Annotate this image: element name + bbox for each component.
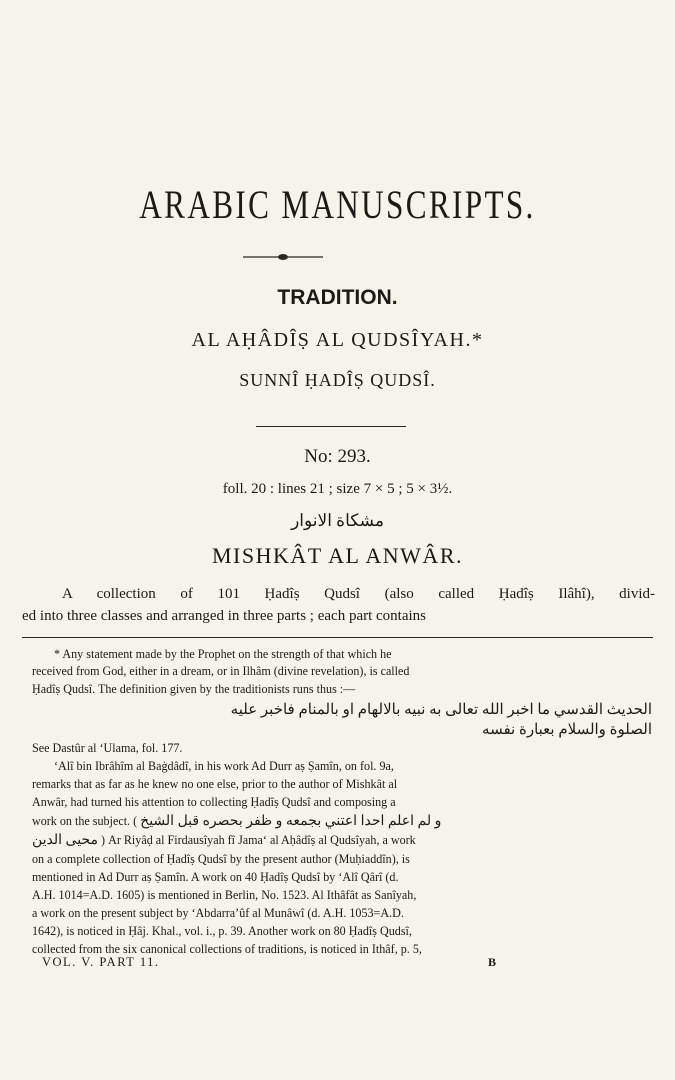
title-ornament: [243, 253, 323, 261]
body-paragraph-line: A collection of 101 Ḥadîṣ Qudsî (also called Ḥadîṣ Ilâhî), divid-: [62, 586, 655, 602]
subsection-subtitle: SUNNÎ ḤADÎṢ QUDSÎ.: [239, 370, 436, 390]
footnote-text: work on the subject. (: [32, 814, 138, 828]
footnote-line: * Any statement made by the Prophet on the strength of that which he: [54, 647, 392, 661]
signature-mark: B: [488, 955, 497, 969]
footnote-line: ‘Alî bin Ibrâhîm al Baġdâdî, in his work Ad Durr aṣ Ṣamîn, on fol. 9a,: [54, 759, 394, 773]
footnote-arabic-quote: و لم اعلم احدا اعتني بجمعه و ظفر بحصره قبل الشيخ: [140, 814, 442, 829]
volume-part-label: VOL. V. PART 11.: [42, 955, 160, 969]
work-title: MISHKÂT AL ANWÂR.: [211, 543, 463, 568]
footnote-line: mentioned in Ad Durr aṣ Ṣamîn. A work on 40 Ḥadîṣ Qudsî by ‘Alî Qârî (d.: [32, 870, 399, 884]
footnote-text: ) Ar Riyâḍ al Firdausîyah fî Jama‘ al Aḥâdîṣ al Qudsîyah, a work: [101, 833, 416, 847]
entry-number: No: 293.: [304, 446, 371, 467]
footnote-line: See Dastûr al ‘Ulama, fol. 177.: [32, 741, 183, 755]
footnote-line: Anwâr, had turned his attention to collecting Ḥadîṣ Qudsî and composing a: [32, 795, 396, 809]
page-title: ARABIC MANUSCRIPTS.: [139, 182, 536, 227]
footnote-line: on a complete collection of Ḥadîṣ Qudsî by the present author (Muḥiaddîn), is: [32, 852, 410, 866]
divider-short: [256, 426, 406, 427]
collation-details: foll. 20 : lines 21 ; size 7 × 5 ; 5 × 3½.: [222, 481, 453, 497]
footnote-line: a work on the present subject by ‘Abdarra’ûf al Munâwî (d. A.H. 1053=A.D.: [32, 906, 404, 920]
footnote-line: [32, 832, 652, 849]
footnote-line: remarks that as far as he knew no one else, prior to the author of Mishkât al: [32, 777, 398, 791]
footnote-line: 1642), is noticed in Ḥâj. Khal., vol. i., p. 39. Another work on 80 Ḥadîṣ Qudsî,: [32, 924, 412, 938]
footnote-line: Ḥadîṣ Qudsî. The definition given by the traditionists runs thus :—: [32, 682, 356, 696]
section-heading: TRADITION.: [277, 286, 398, 309]
footnote-line: collected from the six canonical collections of traditions, is noticed in Ithâf, p. 5,: [32, 942, 422, 956]
arabic-work-title: مشكاة الانوار: [291, 511, 384, 530]
footnote-arabic-line: الصلوة والسلام بعبارة نفسه: [482, 722, 652, 738]
body-paragraph-line: ed into three classes and arranged in three parts ; each part contains: [22, 608, 426, 624]
footnote-arabic-quote: محيى الدين: [32, 833, 98, 848]
footnote-line: [32, 813, 652, 830]
footnote-arabic-line: الحديث القدسي ما اخبر الله تعالى به نبيه بالالهام او بالمنام فاخبر عليه: [230, 702, 652, 718]
footnote-line: A.H. 1014=A.D. 1605) is mentioned in Berlin, No. 1523. Al Ithâfât as Sanîyah,: [32, 888, 417, 902]
subsection-title: AL AḤÂDÎṢ AL QUDSÎYAH.*: [191, 329, 484, 351]
footnote-line: received from God, either in a dream, or in Ilhâm (divine revelation), is called: [32, 664, 410, 678]
footnote-divider: [22, 637, 653, 638]
